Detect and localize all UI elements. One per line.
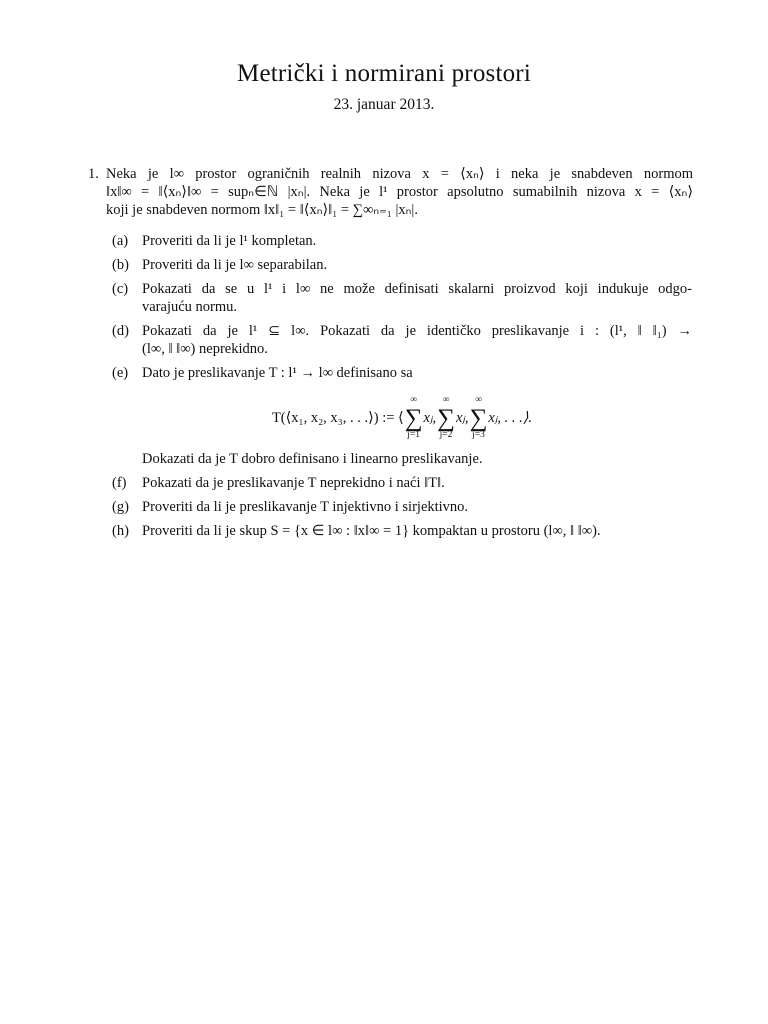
- equation-tail: xⱼ, . . .⟩.: [488, 410, 533, 426]
- subproblem-label: (d): [112, 323, 129, 339]
- problem-intro: [106, 165, 693, 219]
- problem-1-statement: [88, 165, 693, 219]
- problem-number: 1.: [88, 166, 99, 182]
- subproblem-d: [112, 322, 692, 358]
- subproblem-a: [112, 232, 692, 250]
- display-equation: [112, 382, 692, 450]
- subproblem-list: [112, 232, 692, 546]
- sum-symbol: ∑: [469, 404, 488, 432]
- subproblem-text: varajuću normu.: [142, 299, 238, 315]
- subproblem-h: [112, 522, 692, 540]
- sum-lower-limit: j=3: [472, 429, 485, 440]
- subproblem-text: Proveriti da li je skup S = {x ∈ l∞ : ‖x‖∞ = 1} kompaktan u prostoru (l∞, ‖ ‖∞).: [142, 523, 601, 539]
- equation-term: xⱼ,: [423, 410, 437, 426]
- subproblem-text: Pokazati da se u l¹ i l∞ ne može definisati skalarni proizvod koji indukuje odgo-: [142, 281, 692, 297]
- sum-upper-limit: ∞: [410, 395, 417, 405]
- sum-lower-limit: j=2: [439, 429, 453, 440]
- sum-lower-limit: j=1: [407, 429, 420, 440]
- subproblem-text: Pokazati da je l¹ ⊆ l∞. Pokazati da je identičko preslikavanje i : (l¹, ‖ ‖₁) →: [142, 323, 692, 339]
- subproblem-c: [112, 280, 692, 316]
- subproblem-text: Proveriti da li je l¹ kompletan.: [142, 233, 317, 249]
- subproblem-text: Dato je preslikavanje T : l¹ → l∞ definisano sa: [142, 365, 413, 381]
- equation-term: xⱼ,: [455, 410, 469, 426]
- sum-operator: [470, 396, 488, 440]
- sum-upper-limit: ∞: [442, 395, 450, 405]
- subproblem-b: [112, 256, 692, 274]
- subproblem-label: (e): [112, 365, 129, 381]
- document-date: 23. januar 2013.: [333, 96, 435, 113]
- subproblem-label: (g): [112, 499, 129, 515]
- page-title: Metrički i normirani prostori: [237, 60, 531, 87]
- sum-symbol: ∑: [437, 404, 455, 432]
- subproblem-label: (c): [112, 281, 129, 297]
- subproblem-g: [112, 498, 692, 516]
- subproblem-label: (h): [112, 523, 129, 539]
- sum-upper-limit: ∞: [475, 395, 482, 405]
- subproblem-label: (a): [112, 233, 129, 249]
- intro-line: ‖x‖∞ = ‖⟨xₙ⟩‖∞ = supₙ∈ℕ |xₙ|. Neka je l¹ prostor apsolutno sumabilnih nizova x = ⟨xₙ⟩: [106, 184, 693, 200]
- subproblem-e: [112, 364, 692, 382]
- subproblem-label: (b): [112, 257, 129, 273]
- subproblem-text: Pokazati da je preslikavanje T neprekidno i naći ‖T‖.: [142, 475, 445, 491]
- subproblem-label: (f): [112, 475, 127, 491]
- subproblem-text: Proveriti da li je l∞ separabilan.: [142, 257, 328, 273]
- subproblem-f: [112, 474, 692, 492]
- sum-operator: [405, 396, 423, 440]
- subproblem-text: (l∞, ‖ ‖∞) neprekidno.: [142, 341, 268, 357]
- equation-lhs: T(⟨x₁, x₂, x₃, . . .⟩) := ⟨: [271, 410, 404, 426]
- subproblem-e-continuation: Dokazati da je T dobro definisano i linearno preslikavanje.: [142, 451, 483, 467]
- intro-line: Neka je l∞ prostor ograničnih realnih nizova x = ⟨xₙ⟩ i neka je snabdeven normom: [106, 166, 693, 182]
- sum-operator: [437, 396, 455, 440]
- intro-line: koji je snabdeven normom ‖x‖₁ = ‖⟨xₙ⟩‖₁ = ∑∞ₙ₌₁ |xₙ|.: [106, 202, 418, 218]
- sum-symbol: ∑: [404, 404, 423, 432]
- subproblem-text: Proveriti da li je preslikavanje T injektivno i sirjektivno.: [142, 499, 469, 515]
